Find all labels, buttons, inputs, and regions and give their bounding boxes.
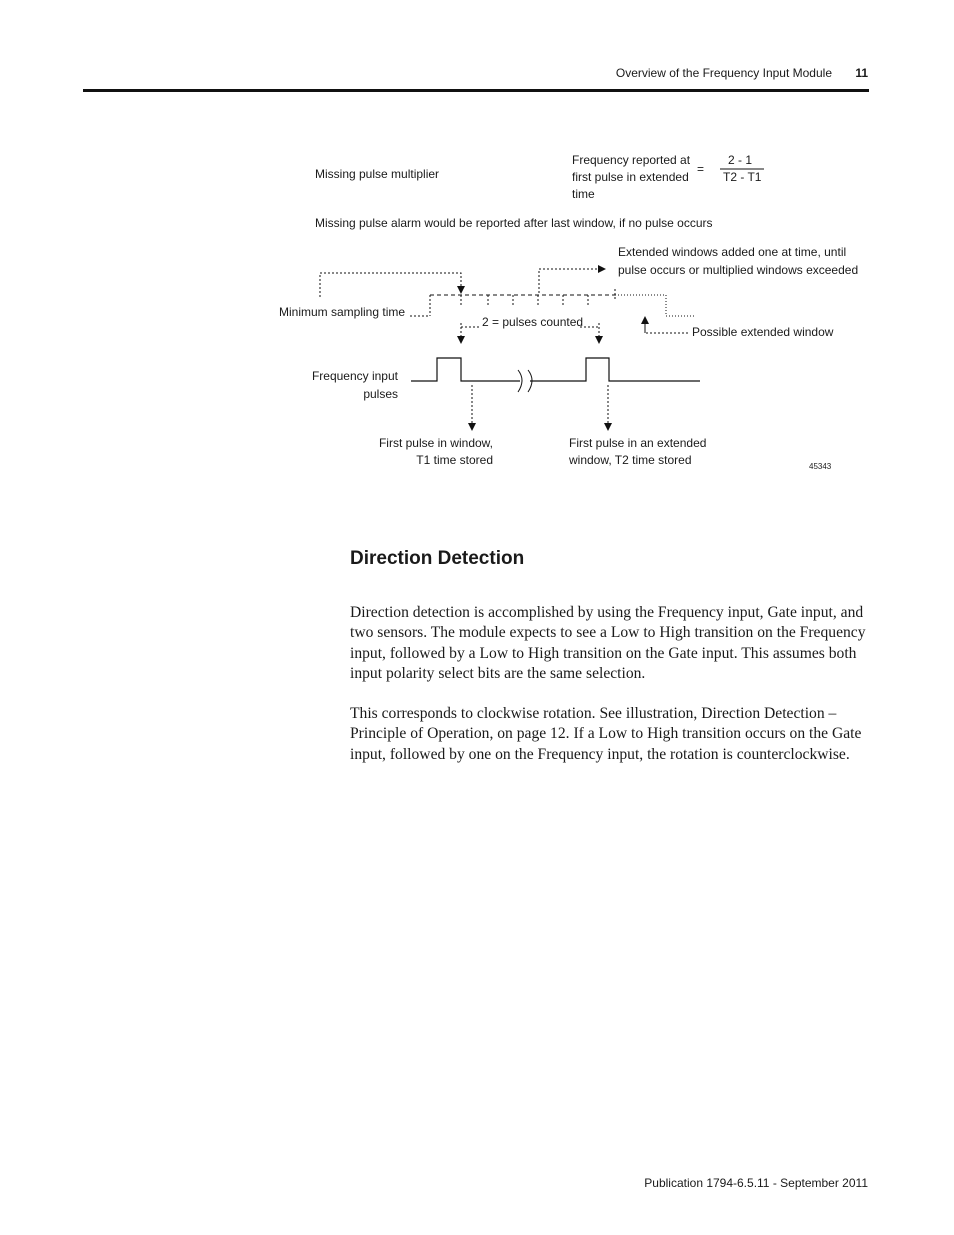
paragraph-2: This corresponds to clockwise rotation. See illustration, Direction Detection – Principle of Operation, on page 12. If a Low to High transition occurs on the Gate input, followed by one on the Frequency input, the rotation is counterclockwise. bbox=[350, 705, 862, 763]
possible-extended-window-label: Possible extended window bbox=[692, 325, 834, 339]
fraction-numerator: 2 - 1 bbox=[728, 153, 753, 167]
extended-windows-pointer bbox=[539, 269, 605, 293]
minimum-sampling-time-label: Minimum sampling time bbox=[279, 305, 406, 319]
missing-pulse-multiplier-label: Missing pulse multiplier bbox=[315, 167, 440, 181]
extended-windows-line2: pulse occurs or multiplied windows exceeded bbox=[618, 263, 859, 277]
first-pulse-window-line2: T1 time stored bbox=[416, 453, 493, 467]
first-pulse-window-line1: First pulse in window, bbox=[378, 436, 493, 450]
freq-reported-line1: Frequency reported at bbox=[572, 153, 691, 167]
running-header-title: Overview of the Frequency Input Module bbox=[615, 66, 832, 80]
figure-id: 45343 bbox=[809, 462, 832, 471]
first-pulse-extended-line2: window, T2 time stored bbox=[569, 453, 692, 467]
section-heading: Direction Detection bbox=[350, 548, 525, 569]
frequency-input-line1: Frequency input bbox=[311, 369, 398, 383]
freq-reported-line2: first pulse in extended bbox=[572, 170, 689, 184]
possible-extended-window bbox=[615, 295, 696, 316]
extended-windows-line1: Extended windows added one at time, until bbox=[618, 245, 847, 259]
fraction-denominator: T2 - T1 bbox=[723, 170, 762, 184]
pulse-train-1 bbox=[411, 358, 520, 381]
alarm-note: Missing pulse alarm would be reported after last window, if no pulse occurs bbox=[315, 216, 713, 230]
frequency-input-line2: pulses bbox=[363, 387, 398, 401]
freq-reported-line3: time bbox=[572, 187, 595, 201]
sampling-bracket bbox=[320, 273, 461, 297]
publication-footer: Publication 1794-6.5.11 - September 2011 bbox=[644, 1176, 868, 1190]
first-pulse-extended-line1: First pulse in an extended bbox=[569, 436, 707, 450]
page-number: 11 bbox=[855, 66, 868, 80]
paragraph-1: Direction detection is accomplished by using the Frequency input, Gate input, and two sensors. The module expects to see a Low to High transition on the Frequency input, followed by a Low to High transition on the Gate input. This assumes both input polarity select bits are the same selection. bbox=[350, 604, 866, 682]
break-mark bbox=[518, 370, 532, 392]
equals-sign: = bbox=[697, 162, 705, 176]
pulse-train-2 bbox=[530, 358, 700, 381]
window-ticks bbox=[430, 289, 615, 316]
pulses-counted-label: 2 = pulses counted bbox=[482, 315, 584, 329]
